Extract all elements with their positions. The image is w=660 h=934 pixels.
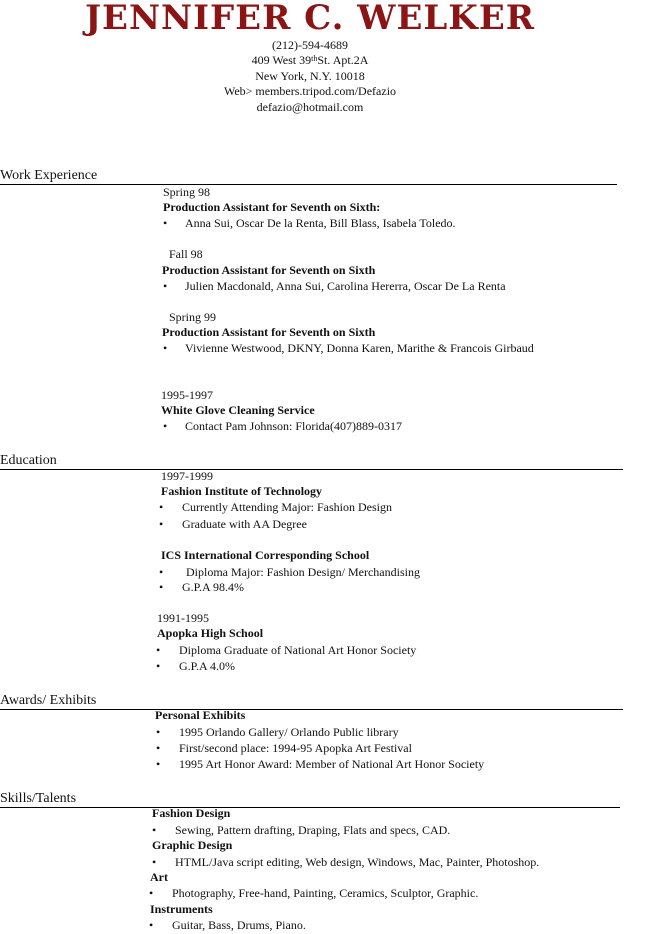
skill-title: Art (150, 870, 168, 884)
email-link[interactable]: defazio@hotmail.com (256, 99, 364, 114)
section-awards-exhibits: Awards/ Exhibits (0, 692, 623, 710)
work-title: White Glove Cleaning Service (161, 403, 315, 417)
city: New York, N.Y. 10018 (255, 68, 365, 83)
skill-title: Fashion Design (152, 806, 231, 820)
work-title: Production Assistant for Seventh on Sixth (162, 325, 376, 339)
contact-block (0, 38, 620, 115)
edu-date: 1991-1995 (157, 611, 209, 625)
skill-title: Instruments (150, 902, 213, 916)
section-education: Education (0, 452, 623, 470)
work-date: Fall 98 (169, 247, 203, 261)
edu-title: ICS International Corresponding School (161, 548, 370, 562)
work-date: Spring 99 (169, 310, 217, 324)
edu-title: Apopka High School (157, 626, 264, 640)
skill-title: Graphic Design (152, 838, 233, 852)
phone: (212)-594-4689 (272, 38, 348, 52)
work-title: Production Assistant for Seventh on Sixth: (163, 200, 381, 214)
website-link[interactable]: Web> members.tripod.com/Defazio (223, 84, 397, 99)
address: 409 West 39thSt. Apt.2A (251, 53, 369, 68)
resume-name: JENNIFER C. WELKER (84, 0, 536, 38)
section-work-experience: Work Experience (0, 167, 617, 185)
awards-title: Personal Exhibits (155, 708, 246, 722)
work-title: Production Assistant for Seventh on Sixth (162, 263, 376, 277)
work-date: 1995-1997 (161, 388, 213, 402)
edu-date: 1997-1999 (161, 469, 213, 483)
work-date: Spring 98 (163, 185, 211, 199)
edu-title: Fashion Institute of Technology (161, 484, 323, 498)
section-skills-talents: Skills/Talents (0, 790, 620, 808)
